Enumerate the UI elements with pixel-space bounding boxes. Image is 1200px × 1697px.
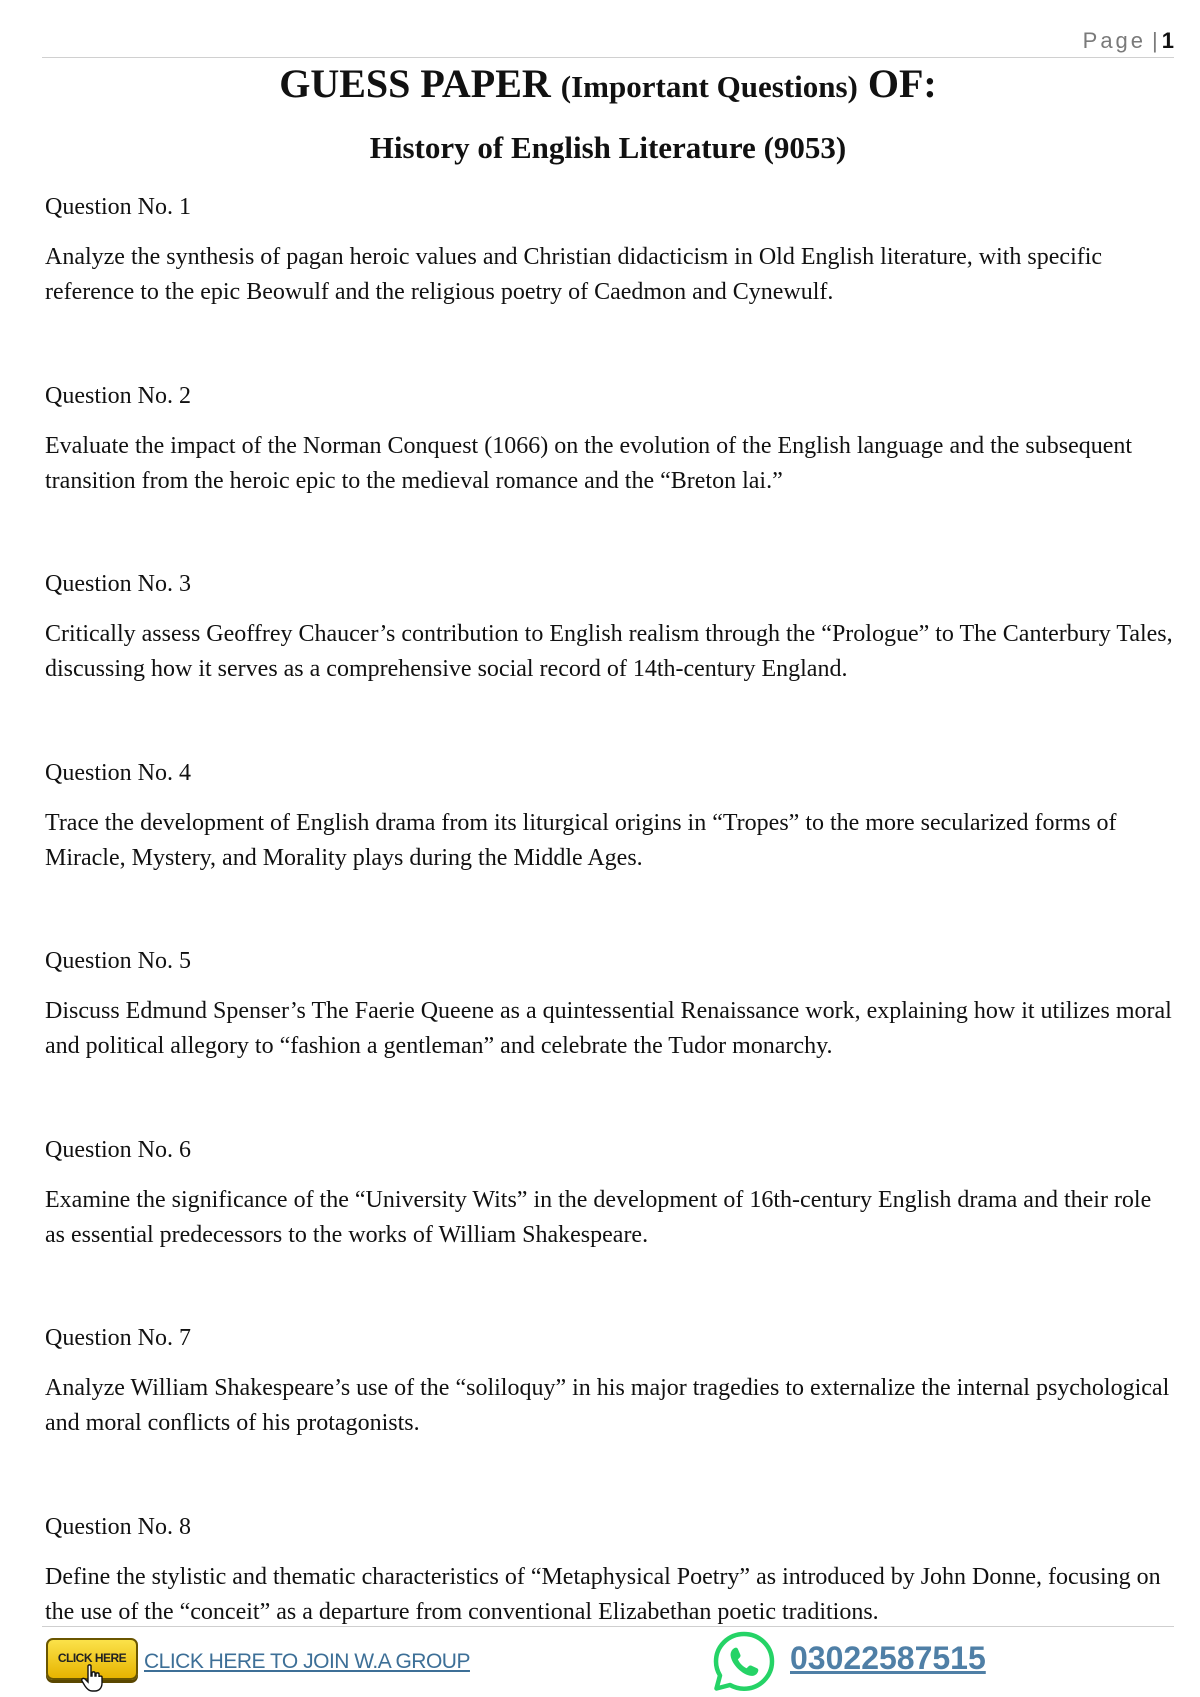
question-text: Trace the development of English drama from its liturgical origins in “Tropes” to the more secularized forms of Miracle, Mystery, and Morality plays during the Middle Ages.: [45, 806, 1175, 876]
question-text: Discuss Edmund Spenser’s The Faerie Queene as a quintessential Renaissance work, explaining how it utilizes moral and political allegory to “fashion a gentleman” and celebrate the Tudor monarchy.: [45, 994, 1175, 1064]
question-text: Examine the significance of the “University Wits” in the development of 16th-century English drama and their role as essential predecessors to the works of William Shakespeare.: [45, 1183, 1175, 1253]
question-item: [45, 943, 1175, 1132]
question-heading: Question No. 1: [45, 189, 1175, 225]
page-number: 1: [1162, 28, 1174, 53]
question-heading: Question No. 8: [45, 1509, 1175, 1545]
page-subtitle: History of English Literature (9053): [0, 130, 1200, 166]
click-here-button[interactable]: CLICK HERE: [46, 1638, 138, 1680]
question-item: [45, 1320, 1175, 1509]
question-text: Define the stylistic and thematic characteristics of “Metaphysical Poetry” as introduced by John Donne, focusing on the use of the “conceit” as a departure from conventional Elizabethan poetic traditions.: [45, 1560, 1175, 1630]
title-main-suffix: OF:: [868, 61, 937, 106]
question-text: Analyze William Shakespeare’s use of the “soliloquy” in his major tragedies to externalize the internal psychological and moral conflicts of his protagonists.: [45, 1371, 1175, 1441]
question-heading: Question No. 5: [45, 943, 1175, 979]
title-main-prefix: GUESS PAPER: [279, 61, 551, 106]
question-heading: Question No. 3: [45, 566, 1175, 602]
question-text: Critically assess Geoffrey Chaucer’s contribution to English realism through the “Prologue” to The Canterbury Tales, discussing how it serves as a comprehensive social record of 14th-century England.: [45, 617, 1175, 687]
question-heading: Question No. 4: [45, 755, 1175, 791]
question-text: Evaluate the impact of the Norman Conquest (1066) on the evolution of the English language and the subsequent transition from the heroic epic to the medieval romance and the “Breton lai.”: [45, 429, 1175, 499]
question-list: [45, 189, 1175, 1697]
question-item: [45, 755, 1175, 944]
footer: [0, 1628, 1200, 1696]
page-number-label: [1083, 28, 1174, 54]
whatsapp-icon[interactable]: [712, 1630, 776, 1694]
title-paren: (Important Questions): [561, 69, 858, 104]
hand-pointer-icon: [80, 1664, 104, 1692]
question-heading: Question No. 7: [45, 1320, 1175, 1356]
question-item: [45, 566, 1175, 755]
question-item: [45, 1132, 1175, 1321]
question-item: [45, 189, 1175, 378]
question-item: [45, 378, 1175, 567]
phone-number-link[interactable]: 03022587515: [790, 1640, 986, 1677]
question-heading: Question No. 6: [45, 1132, 1175, 1168]
join-group-link[interactable]: CLICK HERE TO JOIN W.A GROUP: [144, 1650, 470, 1674]
question-heading: Question No. 2: [45, 378, 1175, 414]
page-title: [0, 60, 1200, 107]
page-word: Page: [1083, 28, 1146, 53]
header-divider: [42, 57, 1174, 58]
footer-divider: [42, 1626, 1174, 1627]
page-separator: |: [1152, 28, 1158, 53]
question-text: Analyze the synthesis of pagan heroic values and Christian didacticism in Old English literature, with specific reference to the epic Beowulf and the religious poetry of Caedmon and Cynewulf.: [45, 240, 1175, 310]
